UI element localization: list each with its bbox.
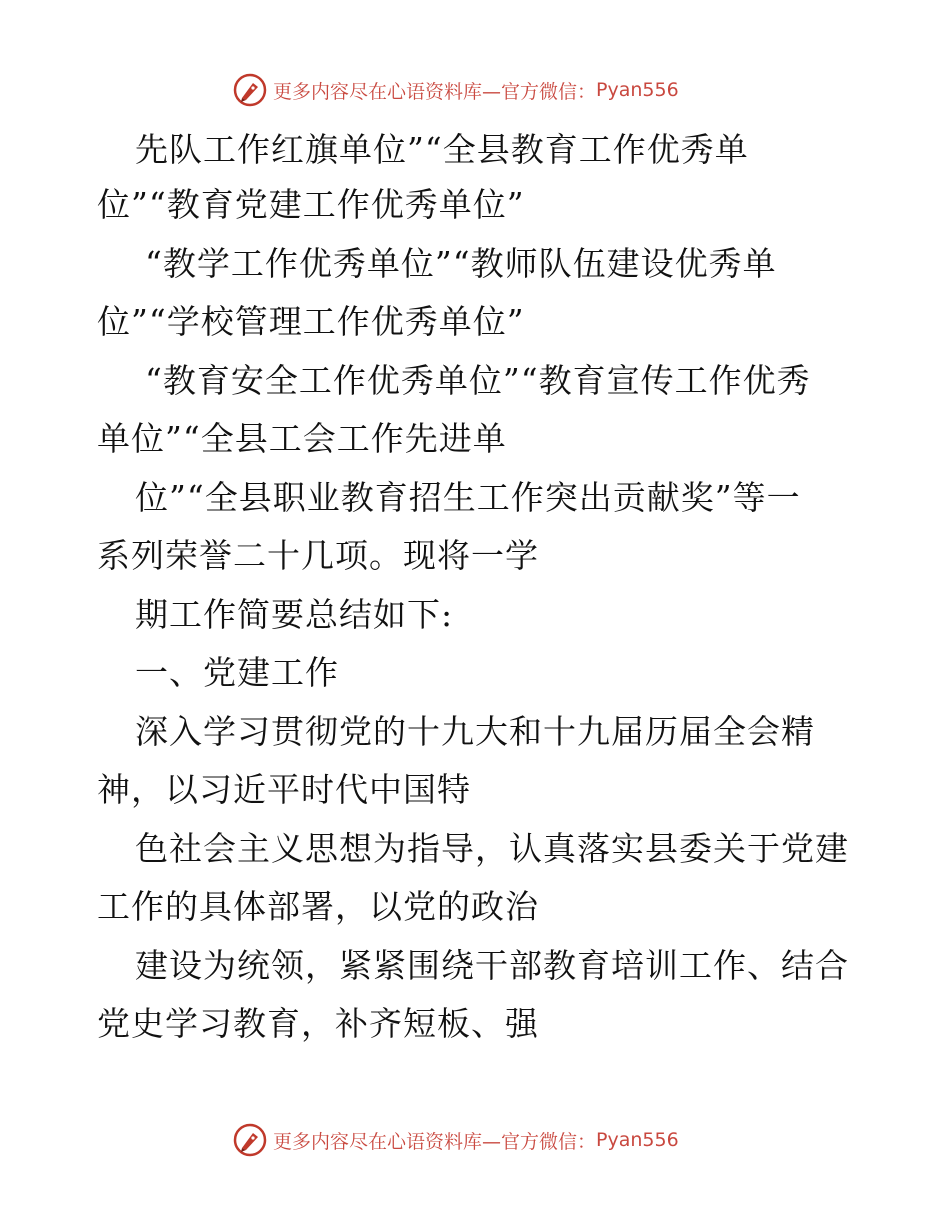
text-line: 深入学习贯彻党的十九大和十九届历届全会精 xyxy=(135,712,815,751)
header-watermark xyxy=(233,72,679,108)
pen-nib-logo-icon xyxy=(233,1123,267,1157)
text-line: “教育安全工作优秀单位”“教育宣传工作优秀 xyxy=(145,361,811,400)
text-line: 位”“教育党建工作优秀单位” xyxy=(97,185,525,224)
text-line: “教学工作优秀单位”“教师队伍建设优秀单 xyxy=(145,244,777,283)
section-heading: 一、党建工作 xyxy=(135,653,339,692)
footer-watermark xyxy=(233,1122,679,1158)
text-line: 位”“学校管理工作优秀单位” xyxy=(97,302,525,341)
watermark-text: 更多内容尽在心语资料库—官方微信： xyxy=(273,80,597,103)
wechat-id: Pyan556 xyxy=(596,1129,679,1151)
pen-nib-logo-icon xyxy=(233,73,267,107)
text-line: 党史学习教育，补齐短板、强 xyxy=(97,1004,539,1043)
watermark-text: 更多内容尽在心语资料库—官方微信： xyxy=(273,1130,597,1153)
text-line: 单位”“全县工会工作先进单 xyxy=(97,419,507,458)
text-line: 色社会主义思想为指导，认真落实县委关于党建 xyxy=(135,829,849,868)
text-line: 位”“全县职业教育招生工作突出贡献奖”等一 xyxy=(135,478,801,517)
text-line: 建设为统领，紧紧围绕干部教育培训工作、结合 xyxy=(135,946,849,985)
text-line: 先队工作红旗单位”“全县教育工作优秀单 xyxy=(135,130,749,169)
text-line: 系列荣誉二十几项。现将一学 xyxy=(97,536,539,575)
text-line: 工作的具体部署，以党的政治 xyxy=(97,887,539,926)
wechat-id: Pyan556 xyxy=(596,79,679,101)
text-line: 期工作简要总结如下: xyxy=(135,595,454,634)
text-line: 神，以习近平时代中国特 xyxy=(97,770,471,809)
